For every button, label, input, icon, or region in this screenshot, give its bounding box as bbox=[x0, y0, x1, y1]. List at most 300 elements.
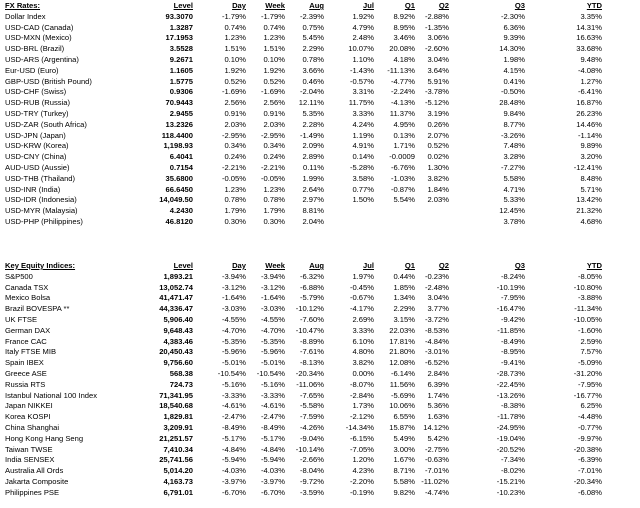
q3-cell: 14.30% bbox=[499, 44, 525, 54]
q3-cell: -11.85% bbox=[497, 325, 525, 335]
ytd-cell: 1.27% bbox=[580, 76, 602, 86]
jul-cell: -2.20% bbox=[349, 476, 374, 486]
q3-cell: 3.78% bbox=[503, 216, 525, 226]
q2-cell: 0.26% bbox=[427, 119, 449, 129]
q1-cell: 0.44% bbox=[393, 271, 415, 281]
day-cell: -10.54% bbox=[217, 368, 246, 378]
table-row bbox=[0, 391, 640, 402]
table-row bbox=[0, 120, 640, 131]
ytd-cell: 21.32% bbox=[576, 206, 602, 216]
jul-cell: -7.05% bbox=[349, 444, 374, 454]
col-header-jul: Jul bbox=[363, 1, 374, 10]
table-row bbox=[0, 109, 640, 120]
row-name: Greece ASE bbox=[5, 368, 47, 378]
week-cell: -3.97% bbox=[260, 476, 285, 486]
eq-header-row bbox=[0, 261, 640, 272]
ytd-cell: -7.95% bbox=[577, 379, 602, 389]
jul-cell: 1.19% bbox=[352, 130, 374, 140]
row-name: AUD-USD (Aussie) bbox=[5, 162, 70, 172]
fx-table-body bbox=[0, 12, 640, 228]
week-cell: -2.21% bbox=[260, 162, 285, 172]
row-name: USD-CNY (China) bbox=[5, 152, 67, 162]
level-cell: 9,648.43 bbox=[163, 325, 193, 335]
ytd-cell: 3.35% bbox=[580, 11, 602, 21]
table-row bbox=[0, 369, 640, 380]
q1-cell: -5.69% bbox=[390, 390, 415, 400]
day-cell: -3.94% bbox=[221, 271, 246, 281]
q1-cell: -6.76% bbox=[390, 162, 415, 172]
day-cell: -5.94% bbox=[221, 455, 246, 465]
jul-cell: 4.23% bbox=[352, 466, 374, 476]
day-cell: 1.51% bbox=[224, 44, 246, 54]
day-cell: -5.96% bbox=[221, 347, 246, 357]
day-cell: -4.55% bbox=[221, 314, 246, 324]
q1-cell: -4.13% bbox=[390, 98, 415, 108]
q1-cell: 3.15% bbox=[393, 314, 415, 324]
row-name: China Shanghai bbox=[5, 422, 60, 432]
aug-cell: -2.39% bbox=[299, 11, 324, 21]
col-header-ytd: YTD bbox=[586, 261, 602, 270]
table-row bbox=[0, 217, 640, 228]
level-cell: 4,163.73 bbox=[163, 476, 193, 486]
week-cell: 1.79% bbox=[263, 206, 285, 216]
level-cell: 66.6450 bbox=[165, 184, 193, 194]
q2-cell: -3.01% bbox=[424, 347, 449, 357]
ytd-cell: 4.68% bbox=[580, 216, 602, 226]
table-row bbox=[0, 206, 640, 217]
row-name: GBP-USD (British Pound) bbox=[5, 76, 92, 86]
day-cell: 0.30% bbox=[224, 216, 246, 226]
jul-cell: -0.67% bbox=[349, 293, 374, 303]
q2-cell: 14.12% bbox=[423, 422, 449, 432]
week-cell: -0.05% bbox=[260, 173, 285, 183]
aug-cell: -4.26% bbox=[299, 422, 324, 432]
table-row bbox=[0, 455, 640, 466]
q3-cell: -8.49% bbox=[500, 336, 525, 346]
level-cell: 1,198.93 bbox=[163, 141, 193, 151]
jul-cell: 1.10% bbox=[352, 54, 374, 64]
ytd-cell: 7.57% bbox=[580, 347, 602, 357]
row-name: USD-THB (Thailand) bbox=[5, 173, 76, 183]
level-cell: 118.4400 bbox=[161, 130, 193, 140]
row-name: USD-JPN (Japan) bbox=[5, 130, 66, 140]
row-name: USD-KRW (Korea) bbox=[5, 141, 69, 151]
q1-cell: 8.71% bbox=[393, 466, 415, 476]
level-cell: 21,251.57 bbox=[159, 433, 193, 443]
col-header-jul: Jul bbox=[363, 261, 374, 270]
q2-cell: 3.77% bbox=[427, 304, 449, 314]
jul-cell: 6.10% bbox=[352, 336, 374, 346]
q3-cell: 9.84% bbox=[503, 108, 525, 118]
aug-cell: 0.78% bbox=[302, 54, 324, 64]
week-cell: -3.12% bbox=[260, 282, 285, 292]
q2-cell: -8.53% bbox=[424, 325, 449, 335]
table-row bbox=[0, 174, 640, 185]
row-name: France CAC bbox=[5, 336, 47, 346]
ytd-cell: 3.20% bbox=[580, 152, 602, 162]
q1-cell: -1.03% bbox=[390, 173, 415, 183]
aug-cell: -8.04% bbox=[299, 466, 324, 476]
ytd-cell: 16.63% bbox=[576, 33, 602, 43]
q2-cell: 3.82% bbox=[427, 173, 449, 183]
q1-cell: -0.87% bbox=[390, 184, 415, 194]
aug-cell: -10.47% bbox=[295, 325, 324, 335]
table-row bbox=[0, 358, 640, 369]
q3-cell: -8.95% bbox=[500, 347, 525, 357]
q1-cell: 1.85% bbox=[393, 282, 415, 292]
jul-cell: -14.34% bbox=[345, 422, 374, 432]
day-cell: -2.95% bbox=[221, 130, 246, 140]
row-name: Japan NIKKEI bbox=[5, 401, 53, 411]
aug-cell: -9.04% bbox=[299, 433, 324, 443]
jul-cell: 1.97% bbox=[352, 271, 374, 281]
q1-cell: 12.08% bbox=[389, 358, 415, 368]
ytd-cell: 9.89% bbox=[580, 141, 602, 151]
q3-cell: 12.45% bbox=[499, 206, 525, 216]
q3-cell: 5.58% bbox=[503, 173, 525, 183]
level-cell: 20,450.43 bbox=[159, 347, 193, 357]
week-cell: 1.51% bbox=[263, 44, 285, 54]
aug-cell: -9.72% bbox=[299, 476, 324, 486]
row-name: USD-TRY (Turkey) bbox=[5, 108, 69, 118]
q1-cell: 3.00% bbox=[393, 444, 415, 454]
ytd-cell: -10.80% bbox=[573, 282, 602, 292]
table-row bbox=[0, 44, 640, 55]
week-cell: 1.23% bbox=[263, 33, 285, 43]
table-row bbox=[0, 477, 640, 488]
q2-cell: -2.88% bbox=[424, 11, 449, 21]
col-header-q1: Q1 bbox=[404, 1, 415, 10]
week-cell: 0.30% bbox=[263, 216, 285, 226]
jul-cell: -5.28% bbox=[349, 162, 374, 172]
day-cell: 0.24% bbox=[224, 152, 246, 162]
jul-cell: 4.80% bbox=[352, 347, 374, 357]
q3-cell: -20.52% bbox=[496, 444, 525, 454]
jul-cell: 1.73% bbox=[352, 401, 374, 411]
ytd-cell: -1.60% bbox=[577, 325, 602, 335]
ytd-cell: 33.68% bbox=[576, 44, 602, 54]
table-row bbox=[0, 55, 640, 66]
table-row bbox=[0, 163, 640, 174]
q1-cell: 21.80% bbox=[389, 347, 415, 357]
day-cell: 1.23% bbox=[224, 33, 246, 43]
jul-cell: 10.07% bbox=[348, 44, 374, 54]
day-cell: 0.74% bbox=[224, 22, 246, 32]
level-cell: 5,906.40 bbox=[163, 314, 193, 324]
q3-cell: 7.48% bbox=[503, 141, 525, 151]
day-cell: -3.97% bbox=[221, 476, 246, 486]
aug-cell: 2.97% bbox=[302, 195, 324, 205]
q1-cell: 0.13% bbox=[393, 130, 415, 140]
q2-cell: 2.84% bbox=[427, 368, 449, 378]
week-cell: -5.96% bbox=[260, 347, 285, 357]
q2-cell: -0.63% bbox=[424, 455, 449, 465]
table-row bbox=[0, 141, 640, 152]
week-cell: -4.70% bbox=[260, 325, 285, 335]
q3-cell: 4.15% bbox=[503, 65, 525, 75]
aug-cell: 0.11% bbox=[303, 162, 324, 172]
table-row bbox=[0, 33, 640, 44]
aug-cell: -7.61% bbox=[299, 347, 324, 357]
day-cell: -0.05% bbox=[221, 173, 246, 183]
row-name: USD-RUB (Russia) bbox=[5, 98, 70, 108]
ytd-cell: 9.48% bbox=[580, 54, 602, 64]
week-cell: -8.49% bbox=[260, 422, 285, 432]
level-cell: 35.6800 bbox=[165, 173, 193, 183]
row-name: USD-CHF (Swiss) bbox=[5, 87, 67, 97]
q1-cell: 5.58% bbox=[393, 476, 415, 486]
q2-cell: 1.30% bbox=[427, 162, 449, 172]
jul-cell: 3.33% bbox=[352, 108, 374, 118]
day-cell: -6.70% bbox=[221, 487, 246, 497]
table-row bbox=[0, 152, 640, 163]
ytd-cell: -20.34% bbox=[573, 476, 602, 486]
week-cell: -5.35% bbox=[260, 336, 285, 346]
eq-section-title: Key Equity Indices: bbox=[5, 261, 76, 270]
q2-cell: -6.52% bbox=[424, 358, 449, 368]
q2-cell: -4.84% bbox=[424, 336, 449, 346]
aug-cell: -7.60% bbox=[299, 314, 324, 324]
col-header-q3: Q3 bbox=[514, 261, 525, 270]
week-cell: 1.92% bbox=[263, 65, 285, 75]
jul-cell: -6.15% bbox=[349, 433, 374, 443]
q3-cell: -7.95% bbox=[500, 293, 525, 303]
table-row bbox=[0, 283, 640, 294]
q2-cell: 0.02% bbox=[427, 152, 449, 162]
level-cell: 70.9443 bbox=[165, 98, 193, 108]
q3-cell: -9.41% bbox=[500, 358, 525, 368]
week-cell: -6.70% bbox=[260, 487, 285, 497]
ytd-cell: 13.42% bbox=[576, 195, 602, 205]
q1-cell: 6.55% bbox=[393, 412, 415, 422]
ytd-cell: -20.38% bbox=[573, 444, 602, 454]
aug-cell: 2.28% bbox=[302, 119, 324, 129]
week-cell: -3.94% bbox=[260, 271, 285, 281]
q3-cell: -19.04% bbox=[496, 433, 525, 443]
q1-cell: 22.03% bbox=[389, 325, 415, 335]
jul-cell: 1.92% bbox=[352, 11, 374, 21]
q3-cell: 5.33% bbox=[503, 195, 525, 205]
q2-cell: 2.07% bbox=[427, 130, 449, 140]
level-cell: 41,471.47 bbox=[159, 293, 193, 303]
table-row bbox=[0, 185, 640, 196]
table-row bbox=[0, 77, 640, 88]
jul-cell: -0.57% bbox=[349, 76, 374, 86]
day-cell: -3.33% bbox=[221, 390, 246, 400]
week-cell: 0.91% bbox=[263, 108, 285, 118]
q1-cell: 11.37% bbox=[389, 108, 415, 118]
ytd-cell: -16.77% bbox=[573, 390, 602, 400]
week-cell: -4.03% bbox=[260, 466, 285, 476]
week-cell: 0.74% bbox=[263, 22, 285, 32]
aug-cell: 1.99% bbox=[302, 173, 324, 183]
q2-cell: 5.36% bbox=[427, 401, 449, 411]
aug-cell: -10.14% bbox=[295, 444, 324, 454]
level-cell: 0.7154 bbox=[169, 162, 193, 172]
col-header-week: Week bbox=[265, 1, 285, 10]
level-cell: 6,791.01 bbox=[163, 487, 193, 497]
q3-cell: -16.47% bbox=[496, 304, 525, 314]
aug-cell: 2.89% bbox=[302, 152, 324, 162]
jul-cell: 3.58% bbox=[352, 173, 374, 183]
q2-cell: 0.52% bbox=[427, 141, 449, 151]
q1-cell: 5.49% bbox=[393, 433, 415, 443]
row-name: Brazil BOVESPA ** bbox=[5, 304, 70, 314]
week-cell: -4.55% bbox=[260, 314, 285, 324]
week-cell: -10.54% bbox=[256, 368, 285, 378]
q2-cell: -3.72% bbox=[424, 314, 449, 324]
table-row bbox=[0, 488, 640, 499]
jul-cell: 11.75% bbox=[348, 98, 374, 108]
jul-cell: 0.00% bbox=[352, 368, 374, 378]
row-name: Hong Kong Hang Seng bbox=[5, 433, 84, 443]
aug-cell: 0.75% bbox=[302, 22, 324, 32]
aug-cell: 3.66% bbox=[302, 65, 324, 75]
row-name: USD-IDR (Indonesia) bbox=[5, 195, 77, 205]
col-header-level: Level bbox=[173, 1, 193, 10]
row-name: Spain IBEX bbox=[5, 358, 44, 368]
ytd-cell: 5.71% bbox=[580, 184, 602, 194]
level-cell: 71,341.95 bbox=[159, 390, 193, 400]
week-cell: 0.10% bbox=[263, 54, 285, 64]
row-name: UK FTSE bbox=[5, 314, 38, 324]
jul-cell: 4.24% bbox=[352, 119, 374, 129]
ytd-cell: 2.59% bbox=[580, 336, 602, 346]
table-row bbox=[0, 315, 640, 326]
q2-cell: 3.04% bbox=[427, 54, 449, 64]
row-name: Italy FTSE MIB bbox=[5, 347, 57, 357]
aug-cell: 5.35% bbox=[302, 108, 324, 118]
week-cell: 0.52% bbox=[263, 76, 285, 86]
q1-cell: 1.34% bbox=[393, 293, 415, 303]
week-cell: 2.03% bbox=[263, 119, 285, 129]
ytd-cell: 6.25% bbox=[580, 401, 602, 411]
jul-cell: 4.91% bbox=[352, 141, 374, 151]
q1-cell: 4.95% bbox=[393, 119, 415, 129]
col-header-q2: Q2 bbox=[438, 261, 449, 270]
q2-cell: 1.63% bbox=[427, 412, 449, 422]
day-cell: 0.91% bbox=[224, 108, 246, 118]
q3-cell: -8.24% bbox=[500, 271, 525, 281]
col-header-week: Week bbox=[265, 261, 285, 270]
aug-cell: -10.12% bbox=[295, 304, 324, 314]
q3-cell: 9.39% bbox=[503, 33, 525, 43]
q3-cell: -3.26% bbox=[500, 130, 525, 140]
week-cell: -5.17% bbox=[260, 433, 285, 443]
table-row bbox=[0, 434, 640, 445]
q1-cell: 5.54% bbox=[393, 195, 415, 205]
day-cell: -1.79% bbox=[221, 11, 246, 21]
level-cell: 3.5528 bbox=[169, 44, 193, 54]
level-cell: 1.1605 bbox=[169, 65, 193, 75]
level-cell: 568.38 bbox=[169, 368, 193, 378]
aug-cell: -20.34% bbox=[295, 368, 324, 378]
table-row bbox=[0, 326, 640, 337]
q2-cell: 1.74% bbox=[427, 390, 449, 400]
jul-cell: -2.84% bbox=[349, 390, 374, 400]
ytd-cell: 16.87% bbox=[576, 98, 602, 108]
aug-cell: -8.89% bbox=[299, 336, 324, 346]
week-cell: -5.16% bbox=[260, 379, 285, 389]
level-cell: 4,383.46 bbox=[163, 336, 193, 346]
week-cell: -3.33% bbox=[260, 390, 285, 400]
ytd-cell: 14.46% bbox=[576, 119, 602, 129]
q2-cell: -2.48% bbox=[424, 282, 449, 292]
aug-cell: 12.11% bbox=[298, 98, 324, 108]
jul-cell: 2.69% bbox=[352, 314, 374, 324]
ytd-cell: 26.23% bbox=[576, 108, 602, 118]
q3-cell: -7.34% bbox=[500, 455, 525, 465]
row-name: USD-PHP (Philippines) bbox=[5, 216, 83, 226]
aug-cell: 2.09% bbox=[302, 141, 324, 151]
row-name: India SENSEX bbox=[5, 455, 55, 465]
col-header-aug: Aug bbox=[309, 1, 324, 10]
level-cell: 0.9306 bbox=[169, 87, 193, 97]
ytd-cell: -10.05% bbox=[573, 314, 602, 324]
day-cell: -4.03% bbox=[221, 466, 246, 476]
day-cell: -2.21% bbox=[221, 162, 246, 172]
row-name: USD-ARS (Argentina) bbox=[5, 54, 79, 64]
week-cell: 2.56% bbox=[263, 98, 285, 108]
level-cell: 44,336.47 bbox=[159, 304, 193, 314]
ytd-cell: -6.41% bbox=[577, 87, 602, 97]
day-cell: 1.92% bbox=[224, 65, 246, 75]
ytd-cell: -6.08% bbox=[577, 487, 602, 497]
day-cell: -5.17% bbox=[221, 433, 246, 443]
level-cell: 2.9455 bbox=[169, 108, 193, 118]
q2-cell: -3.78% bbox=[424, 87, 449, 97]
q1-cell: 15.87% bbox=[389, 422, 415, 432]
q1-cell: 8.95% bbox=[393, 22, 415, 32]
jul-cell: 4.79% bbox=[352, 22, 374, 32]
row-name: Mexico Bolsa bbox=[5, 293, 51, 303]
jul-cell: -0.45% bbox=[349, 282, 374, 292]
q3-cell: -22.45% bbox=[496, 379, 525, 389]
level-cell: 7,410.34 bbox=[163, 444, 193, 454]
jul-cell: 3.82% bbox=[352, 358, 374, 368]
q3-cell: 3.28% bbox=[503, 152, 525, 162]
ytd-cell: 14.31% bbox=[576, 22, 602, 32]
col-header-level: Level bbox=[173, 261, 193, 270]
q3-cell: -11.78% bbox=[497, 412, 525, 422]
table-row bbox=[0, 98, 640, 109]
row-name: Istanbul National 100 Index bbox=[5, 390, 98, 400]
q1-cell: 1.67% bbox=[393, 455, 415, 465]
day-cell: 1.79% bbox=[224, 206, 246, 216]
row-name: USD-MXN (Mexico) bbox=[5, 33, 72, 43]
level-cell: 4.2430 bbox=[169, 206, 193, 216]
q3-cell: -2.30% bbox=[500, 11, 525, 21]
row-name: Australia All Ords bbox=[5, 466, 64, 476]
ytd-cell: -1.14% bbox=[577, 130, 602, 140]
aug-cell: -3.59% bbox=[299, 487, 324, 497]
row-name: German DAX bbox=[5, 325, 51, 335]
week-cell: -5.94% bbox=[260, 455, 285, 465]
table-row bbox=[0, 347, 640, 358]
q3-cell: -9.42% bbox=[500, 314, 525, 324]
aug-cell: -1.49% bbox=[299, 130, 324, 140]
day-cell: -5.01% bbox=[221, 358, 246, 368]
aug-cell: -11.06% bbox=[296, 379, 324, 389]
row-name: USD-BRL (Brazil) bbox=[5, 44, 65, 54]
day-cell: -4.61% bbox=[221, 401, 246, 411]
level-cell: 724.73 bbox=[169, 379, 193, 389]
q2-cell: 6.39% bbox=[427, 379, 449, 389]
day-cell: -4.84% bbox=[221, 444, 246, 454]
q2-cell: -2.75% bbox=[424, 444, 449, 454]
q2-cell: 5.91% bbox=[427, 76, 449, 86]
level-cell: 25,741.56 bbox=[159, 455, 193, 465]
